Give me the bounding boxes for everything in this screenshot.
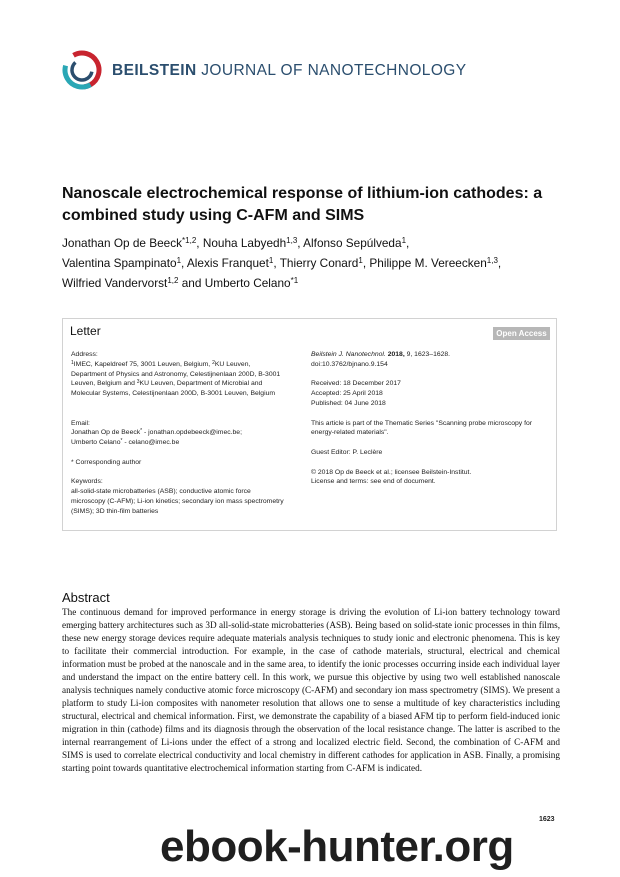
- abstract-heading: Abstract: [62, 590, 110, 605]
- author-name: Umberto Celano: [204, 276, 291, 290]
- affiliation-marker: 1: [71, 359, 74, 366]
- thematic-series: This article is part of the Thematic Series "Scanning probe microscopy for energy-related materials".: [311, 419, 533, 437]
- author-name: Wilfried Vandervorst: [62, 276, 168, 290]
- open-access-badge[interactable]: Open Access: [493, 327, 550, 340]
- received-date: Received: 18 December 2017: [311, 380, 401, 388]
- corresponding-author-note: * Corresponding author: [71, 458, 142, 466]
- address-text: [71, 360, 285, 399]
- author-affiliation-marker: 1: [176, 256, 182, 265]
- abstract-text: The continuous demand for improved performance in energy storage is driving the evolution of Li-ion battery technology toward emerging battery architectures such as 3D all-solid-state microbatteries (ASB). Being based on solid-state ionic processes in thin films, these new energy storage devices require adequate materials analysis techniques to study ionic and electronic phenomena. This is key to facilitate their commercial introduction. For example, in the case of cathode materials, structural, electrical and chemical information must be probed at the nanoscale and in the same area, to identify the ionic processes occurring inside each individual layer and understand the impact on the entire battery cell. In this work, we pursue this objective by using two well established nanoscale analysis techniques namely conductive atomic force microscopy (C-AFM) and secondary ion mass spectrometry (SIMS). We present a platform to study Li-ion composites with nanometer resolution that allows one to sense a multitude of key characteristics including structural, electrical and chemical information. First, we demonstrate the capability of a biased AFM tip to perform field-induced ionic migration in thin (cathode) films and its diagnosis through the observation of the local resistance change. The latter is ascribed to the internal rearrangement of Li-ions under the effect of a strong and localized electric field. Second, the combination of C-AFM and SIMS is used to correlate electrical conductivity and local chemistry in different cathodes for application in ASB. Finally, a promising starting point towards quantitative electrochemical information starting from C-AFM is indicated.: [62, 607, 560, 773]
- author-list: [62, 233, 582, 293]
- affiliation-text: IMEC, Kapeldreef 75, 3001 Leuven, Belgium,: [73, 360, 213, 368]
- author-name: Alexis Franquet: [186, 256, 269, 270]
- author-affiliation-marker: 1,3: [486, 256, 498, 265]
- author-separator: ,: [497, 256, 502, 270]
- keywords-label: Keywords:: [71, 478, 103, 486]
- author-separator: ,: [181, 256, 187, 270]
- article-title: Nanoscale electrochemical response of lithium-ion cathodes: a combined study using C-AFM and SIMS: [62, 185, 543, 224]
- author-affiliation-marker: *1,2: [182, 236, 197, 245]
- author-separator: ,: [273, 256, 280, 270]
- affiliation-text: KU Leuven, Department of Physics and Astronomy, Celestijnenlaan 200D, B-3001 Leuven, Belgium and: [71, 360, 281, 388]
- author-name: Philippe M. Vereecken: [369, 256, 487, 270]
- info-right-column: [311, 350, 551, 487]
- author-affiliation-marker: 1,3: [286, 236, 298, 245]
- journal-name: BEILSTEIN JOURNAL OF NANOTECHNOLOGY: [112, 62, 467, 79]
- watermark: ebook-hunter.org: [160, 822, 514, 871]
- published-date: Published: 04 June 2018: [311, 399, 386, 407]
- author-affiliation-marker: 1: [358, 256, 363, 265]
- copyright-line: © 2018 Op de Beeck et al.; licensee Beilstein-Institut.: [311, 468, 472, 476]
- author-name: Thierry Conard: [279, 256, 359, 270]
- author-separator: ,: [406, 236, 410, 250]
- author-affiliation-marker: 1: [401, 236, 407, 245]
- article-type: Letter: [70, 324, 101, 338]
- affiliation-marker: 2: [212, 359, 215, 366]
- info-left-column: [71, 350, 285, 517]
- keywords-text: all-solid-state microbatteries (ASB); conductive atomic force microscopy (C-AFM); Li-ion kinetics; secondary ion mass spectrometry (SIMS); 3D thin-film batteries: [71, 488, 284, 515]
- doi-link[interactable]: doi:10.3762/bjnano.9.154: [311, 360, 388, 368]
- journal-logo-icon: [62, 50, 102, 90]
- affiliation-text: KU Leuven, Department of Microbial and Molecular Systems, Celestijnenlaan 200D, B-3001 Leuven, Belgium: [71, 380, 276, 398]
- address-label: Address:: [71, 351, 98, 358]
- author-name: Nouha Labyedh: [202, 236, 287, 250]
- author-separator: and: [178, 276, 205, 290]
- accepted-date: Accepted: 25 April 2018: [311, 390, 383, 398]
- author-separator: ,: [196, 236, 203, 250]
- author-affiliation-marker: *1: [290, 276, 299, 285]
- author-name: Valentina Spampinato: [62, 256, 177, 270]
- author-separator: ,: [362, 256, 370, 270]
- citation: Beilstein J. Nanotechnol. 2018, 9, 1623–1628.: [311, 351, 451, 358]
- email-line-1[interactable]: Jonathan Op de Beeck* - jonathan.opdebeeck@imec.be;: [71, 428, 242, 437]
- author-name: Jonathan Op de Beeck: [62, 236, 183, 250]
- affiliation-marker: 3: [136, 379, 140, 386]
- author-affiliation-marker: 1,2: [167, 276, 179, 285]
- page-number: 1623: [539, 816, 555, 823]
- author-separator: ,: [297, 236, 304, 250]
- author-name: Alfonso Sepúlveda: [303, 236, 402, 250]
- guest-editor: Guest Editor: P. Leclère: [311, 448, 383, 456]
- email-label: Email:: [71, 419, 90, 427]
- license-line: License and terms: see end of document.: [311, 478, 436, 486]
- email-line-2[interactable]: Umberto Celano* - celano@imec.be: [71, 438, 180, 447]
- author-affiliation-marker: 1: [268, 256, 274, 265]
